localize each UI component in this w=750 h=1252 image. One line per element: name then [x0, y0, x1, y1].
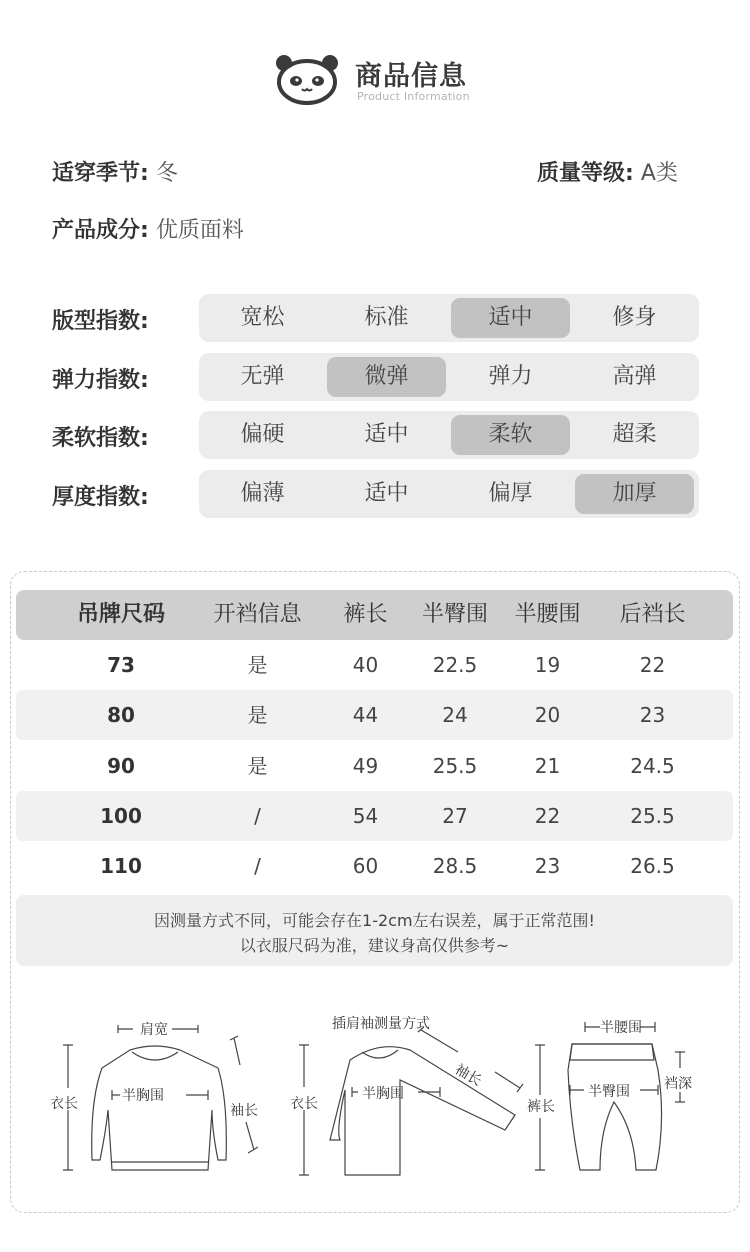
index-option: 微弹: [327, 357, 446, 397]
table-cell: 是: [247, 653, 268, 677]
info-season-value: 冬: [155, 161, 178, 186]
measurement-diagram: [40, 1010, 720, 1190]
index-option: 修身: [612, 305, 657, 330]
table-cell: 22.5: [432, 653, 478, 677]
label-hip: 半臀围: [588, 1084, 630, 1100]
table-header-cell: 吊牌尺码: [76, 602, 165, 627]
label-raglan-sleeve: 袖长: [452, 1061, 485, 1090]
info-grade-value: A类: [640, 161, 678, 186]
index-option: 加厚: [575, 474, 694, 514]
info-season-key: 适穿季节:: [52, 161, 149, 186]
table-cell: 20: [534, 703, 561, 727]
table-cell: 23: [534, 854, 561, 878]
table-cell: 54: [352, 804, 379, 828]
table-cell: 90: [107, 754, 135, 778]
table-header-cell: 半臀围: [421, 602, 488, 627]
index-bar: [199, 353, 699, 401]
index-option: 偏硬: [240, 422, 285, 447]
index-option: 适中: [364, 422, 409, 447]
table-cell: /: [254, 854, 261, 878]
table-cell: 是: [247, 703, 268, 727]
info-grade-key: 质量等级:: [537, 161, 634, 186]
table-cell: 44: [352, 703, 379, 727]
measurement-note: [16, 895, 733, 966]
table-header-cell: 后裆长: [619, 602, 686, 627]
table-cell: 22: [639, 653, 666, 677]
label-rise: 裆深: [664, 1076, 692, 1092]
table-cell: 23: [639, 703, 666, 727]
table-header-cell: 半腰围: [514, 602, 581, 627]
index-option: 超柔: [612, 422, 657, 447]
info-season: [52, 156, 178, 187]
index-option: 弹力: [488, 364, 533, 389]
index-option: 适中: [364, 481, 409, 506]
table-header-cell: 裤长: [343, 602, 388, 627]
index-option: 宽松: [240, 305, 285, 330]
label-waist: 半腰围: [600, 1020, 642, 1036]
index-bar: [199, 470, 699, 518]
index-option: 适中: [451, 298, 570, 338]
table-cell: 24.5: [630, 754, 675, 778]
table-cell: 27: [442, 804, 468, 828]
index-bar: [199, 294, 699, 342]
index-option: 柔软: [451, 415, 570, 455]
index-label: 版型指数:: [52, 309, 149, 334]
table-cell: 40: [352, 653, 379, 677]
note-line-1: 因测量方式不同，可能会存在1-2cm左右误差，属于正常范围!: [154, 911, 595, 930]
info-material-value: 优质面料: [155, 218, 244, 243]
label-chest: 半胸围: [122, 1088, 164, 1104]
note-line-2: 以衣服尺码为准，建议身高仅供参考~: [239, 936, 510, 955]
label-raglan-chest: 半胸围: [362, 1086, 404, 1102]
info-grade: [537, 156, 678, 187]
table-cell: 49: [352, 754, 379, 778]
label-raglan-title: 插肩袖测量方式: [332, 1016, 430, 1032]
page-subtitle: Product Information: [357, 90, 470, 103]
table-cell: /: [254, 804, 261, 828]
table-cell: 25.5: [630, 804, 675, 828]
section-header: [275, 50, 515, 110]
table-cell: 80: [107, 703, 135, 727]
index-option: 标准: [364, 305, 409, 330]
table-cell: 22: [534, 804, 561, 828]
panda-icon: [275, 53, 339, 105]
table-cell: 110: [100, 854, 142, 878]
table-cell: 28.5: [432, 854, 478, 878]
index-label: 厚度指数:: [52, 485, 149, 510]
label-shoulder: 肩宽: [140, 1022, 168, 1038]
index-option: 高弹: [612, 364, 657, 389]
table-cell: 21: [534, 754, 561, 778]
index-option: 偏厚: [488, 481, 533, 506]
index-label: 柔软指数:: [52, 426, 149, 451]
info-material-key: 产品成分:: [52, 218, 149, 243]
index-bar: [199, 411, 699, 459]
table-cell: 24: [442, 703, 468, 727]
table-header-cell: 开裆信息: [213, 602, 302, 627]
table-cell: 19: [534, 653, 561, 677]
table-cell: 是: [247, 754, 268, 778]
table-cell: 26.5: [630, 854, 675, 878]
index-option: 偏薄: [240, 481, 285, 506]
label-length: 衣长: [50, 1096, 78, 1112]
label-sleeve: 袖长: [230, 1103, 258, 1119]
index-option: 无弹: [240, 364, 285, 389]
page-title: 商品信息: [355, 61, 467, 92]
table-cell: 25.5: [432, 754, 478, 778]
table-cell: 100: [100, 804, 142, 828]
table-cell: 60: [352, 854, 379, 878]
info-material: [52, 213, 244, 244]
label-pants-length: 裤长: [527, 1099, 555, 1115]
label-raglan-length: 衣长: [290, 1096, 318, 1112]
table-cell: 73: [107, 653, 135, 677]
index-label: 弹力指数:: [52, 368, 149, 393]
